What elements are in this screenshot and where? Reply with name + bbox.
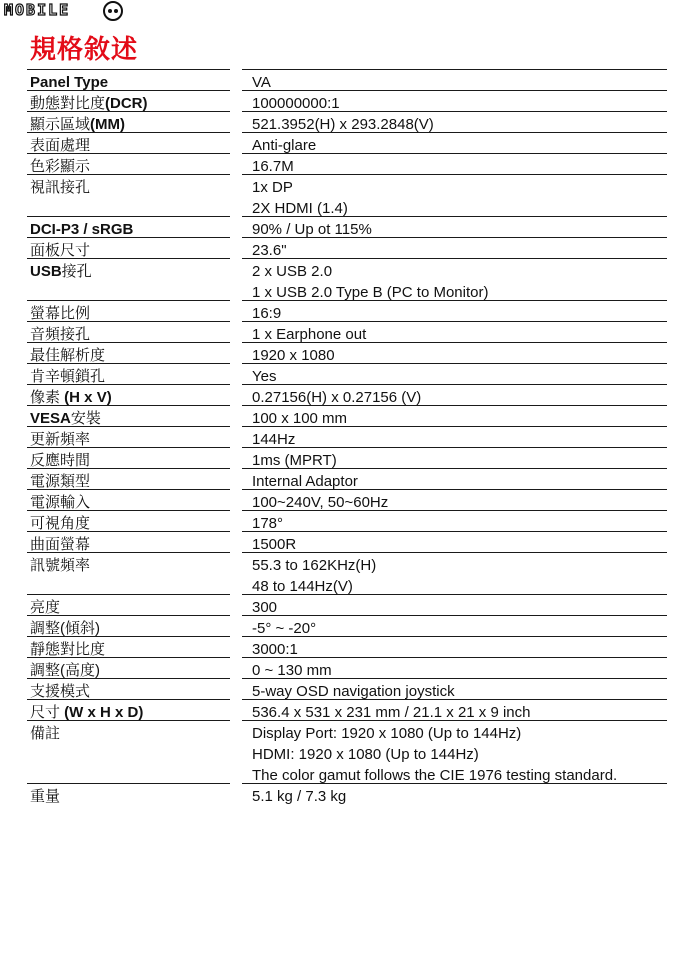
spec-value xyxy=(242,258,667,303)
spec-value-line: 2 x USB 2.0 xyxy=(252,263,333,280)
spec-label: 靜態對比度 xyxy=(27,636,230,660)
spec-value-line: 3000:1 xyxy=(252,641,298,658)
spec-label: 最佳解析度 xyxy=(27,342,230,366)
spec-label: 曲面螢幕 xyxy=(27,531,230,555)
spec-value-line: 1500R xyxy=(252,536,297,553)
logo-mascot-icon xyxy=(103,1,123,21)
spec-value-line: Internal Adaptor xyxy=(252,473,358,490)
spec-row xyxy=(27,555,667,597)
spec-value-line: 536.4 x 531 x 231 mm / 21.1 x 21 x 9 inch xyxy=(252,704,531,721)
spec-label: DCI-P3 / sRGB xyxy=(27,216,230,240)
spec-label: 電源類型 xyxy=(27,468,230,492)
spec-label: 反應時間 xyxy=(27,447,230,471)
spec-value-line: -5° ~ -20° xyxy=(252,620,317,637)
spec-value-line: 100~240V, 50~60Hz xyxy=(252,494,389,511)
spec-value-line: 0.27156(H) x 0.27156 (V) xyxy=(252,389,422,406)
spec-label: 電源輸入 xyxy=(27,489,230,513)
spec-label: Panel Type xyxy=(27,69,230,93)
spec-label: 調整(高度) xyxy=(27,657,230,681)
spec-label: 動態對比度(DCR) xyxy=(27,90,230,114)
spec-label: 重量 xyxy=(27,783,230,807)
spec-label: 視訊接孔 xyxy=(27,174,230,198)
spec-label: 訊號頻率 xyxy=(27,552,230,576)
spec-label: 色彩顯示 xyxy=(27,153,230,177)
spec-value xyxy=(242,720,667,786)
spec-label: 尺寸 (W x H x D) xyxy=(27,699,230,723)
spec-value-line: VA xyxy=(252,74,271,91)
spec-value-line: 48 to 144Hz(V) xyxy=(252,578,353,595)
spec-label: 更新頻率 xyxy=(27,426,230,450)
spec-value-line: 16:9 xyxy=(252,305,282,322)
spec-value-line: 1920 x 1080 xyxy=(252,347,335,364)
spec-table-body xyxy=(27,72,667,807)
spec-value xyxy=(242,174,667,219)
spec-row xyxy=(27,723,667,786)
spec-row xyxy=(27,261,667,303)
spec-value-line: 90% / Up ot 115% xyxy=(252,221,372,238)
spec-value-line: 1ms (MPRT) xyxy=(252,452,337,469)
spec-label: 面板尺寸 xyxy=(27,237,230,261)
spec-value-line: Anti-glare xyxy=(252,137,317,154)
spec-value-line: 521.3952(H) x 293.2848(V) xyxy=(252,116,434,133)
spec-value-line: 0 ~ 130 mm xyxy=(252,662,332,679)
spec-value-line: 23.6" xyxy=(252,242,287,259)
spec-value xyxy=(242,783,667,807)
spec-value-line: 1 x USB 2.0 Type B (PC to Monitor) xyxy=(252,284,489,301)
spec-row xyxy=(27,786,667,807)
spec-value xyxy=(242,552,667,597)
page-title: 規格敘述 xyxy=(30,35,139,65)
spec-value-line: Display Port: 1920 x 1080 (Up to 144Hz) xyxy=(252,725,522,742)
spec-label: 表面處理 xyxy=(27,132,230,156)
spec-label: 備註 xyxy=(27,720,230,744)
spec-value-line: HDMI: 1920 x 1080 (Up to 144Hz) xyxy=(252,746,479,763)
spec-label: 肯辛頓鎖孔 xyxy=(27,363,230,387)
spec-value-line: 144Hz xyxy=(252,431,296,448)
spec-value-line: 300 xyxy=(252,599,278,616)
spec-label: 音頻接孔 xyxy=(27,321,230,345)
spec-value-line: 178° xyxy=(252,515,284,532)
spec-label: 調整(傾斜) xyxy=(27,615,230,639)
spec-table xyxy=(27,72,667,807)
spec-value-line: The color gamut follows the CIE 1976 testing standard. xyxy=(252,767,618,784)
spec-row xyxy=(27,177,667,219)
spec-value-line: Yes xyxy=(252,368,277,385)
spec-label: 亮度 xyxy=(27,594,230,618)
spec-label: 可視角度 xyxy=(27,510,230,534)
spec-value-line: 2X HDMI (1.4) xyxy=(252,200,348,217)
spec-value-line: 5.1 kg / 7.3 kg xyxy=(252,788,347,805)
spec-label: VESA安裝 xyxy=(27,405,230,429)
spec-label: 螢幕比例 xyxy=(27,300,230,324)
spec-value-line: 100000000:1 xyxy=(252,95,340,112)
spec-value-line: 1x DP xyxy=(252,179,293,196)
spec-label: 像素 (H x V) xyxy=(27,384,230,408)
spec-label: 顯示區域(MM) xyxy=(27,111,230,135)
spec-label: 支援模式 xyxy=(27,678,230,702)
spec-label: USB接孔 xyxy=(27,258,230,282)
spec-value-line: 5-way OSD navigation joystick xyxy=(252,683,455,700)
spec-value-line: 100 x 100 mm xyxy=(252,410,348,427)
spec-value-line: 1 x Earphone out xyxy=(252,326,367,343)
spec-value-line: 55.3 to 162KHz(H) xyxy=(252,557,377,574)
site-logo: MOBILE xyxy=(4,1,71,19)
spec-value-line: 16.7M xyxy=(252,158,294,175)
